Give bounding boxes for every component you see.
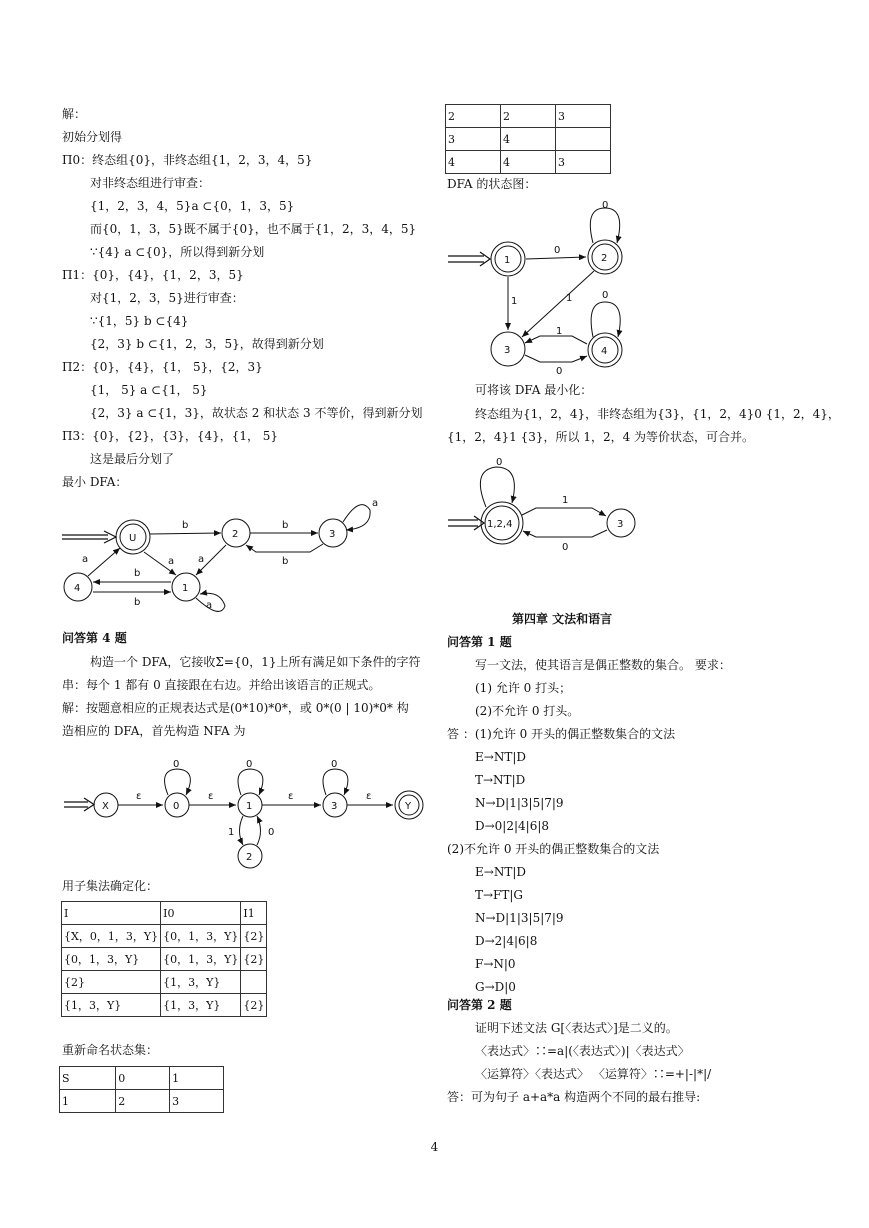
minimize-line: {1，2，4}1 {3}，所以 1，2，4 为等价状态，可合并。 <box>447 430 755 444</box>
table-cell: {1，3，Y} <box>161 994 241 1017</box>
svg-text:a: a <box>206 600 213 611</box>
state-2: 2 <box>232 529 239 540</box>
table-cell: 3 <box>446 128 501 151</box>
rename-table <box>59 1066 224 1113</box>
dfa-state-3: 3 <box>504 345 511 356</box>
svg-text:0: 0 <box>602 200 609 211</box>
solution-line: Π1：{0}，{4}，{1，2，3，5} <box>62 268 244 282</box>
solution-line: Π0：终态组{0}，非终态组{1，2，3，4，5} <box>62 153 313 167</box>
svg-text:0: 0 <box>602 290 609 301</box>
table-row <box>62 994 267 1017</box>
question-1-line: F→N|0 <box>475 957 516 971</box>
svg-text:0: 0 <box>268 827 275 838</box>
solution-line: 最小 DFA： <box>62 475 128 489</box>
svg-text:a: a <box>82 554 89 565</box>
minimize-line: 可将该 DFA 最小化： <box>475 383 593 397</box>
svg-text:0: 0 <box>556 366 563 377</box>
svg-text:0: 0 <box>554 245 561 256</box>
state-0: 0 <box>173 801 180 812</box>
min-dfa2-diagram <box>446 455 646 555</box>
state-2n: 2 <box>246 852 253 863</box>
solution-line: 解： <box>62 107 87 121</box>
question-1-line: T→NT|D <box>475 773 526 787</box>
svg-text:1: 1 <box>556 326 563 337</box>
state-Y: Y <box>405 801 412 812</box>
table-cell: 3 <box>556 151 611 174</box>
question-1-line: E→NT|D <box>475 865 526 879</box>
table-cell: S <box>60 1067 116 1090</box>
table-cell: 1 <box>170 1067 224 1090</box>
merged-state-3: 3 <box>617 519 624 530</box>
question-2-line: 〈表达式〉∷=a|(〈表达式〉)|〈表达式〉 <box>475 1044 690 1058</box>
table-row <box>446 105 611 128</box>
solution-line: ∵{1，5} b ⊂{4} <box>90 314 189 328</box>
state-1: 1 <box>182 583 189 594</box>
question-4-line: 解：按题意相应的正规表达式是(0*10)*0*，或 0*(0 | 10)*0* 构 <box>62 701 409 715</box>
question-1-line: N→D|1|3|5|7|9 <box>475 796 564 810</box>
table-cell: 4 <box>501 128 556 151</box>
svg-text:0: 0 <box>246 759 253 770</box>
state-1n: 1 <box>246 801 253 812</box>
solution-line: {1， 5} a ⊂{1， 5} <box>90 383 208 397</box>
svg-text:b: b <box>134 568 141 579</box>
svg-text:b: b <box>134 597 141 608</box>
table-row <box>62 925 267 948</box>
svg-text:ε: ε <box>288 791 294 802</box>
state-3: 3 <box>329 529 336 540</box>
svg-text:0: 0 <box>496 457 503 468</box>
table-row <box>446 128 611 151</box>
question-1-line: N→D|1|3|5|7|9 <box>475 911 564 925</box>
dfa-state-2: 2 <box>601 253 608 264</box>
table-row <box>60 1090 224 1113</box>
question-1-line: G→D|0 <box>475 980 516 994</box>
state-U: U <box>129 533 137 544</box>
svg-text:a: a <box>198 554 205 565</box>
page-number: 4 <box>430 1140 439 1154</box>
table-cell: I <box>62 902 161 925</box>
table-cell: {1，3，Y} <box>161 971 241 994</box>
question-1-line: (1) 允许 0 打头； <box>475 681 572 695</box>
solution-line: 而{0，1，3，5}既不属于{0}，也不属于{1，2，3，4，5} <box>90 222 417 236</box>
svg-text:1: 1 <box>562 495 569 506</box>
table-cell: {0，1，3，Y} <box>62 948 161 971</box>
table-cell: I0 <box>161 902 241 925</box>
table-cell: 0 <box>116 1067 170 1090</box>
table-cell: 2 <box>446 105 501 128</box>
question-2-line: 证明下述文法 G[〈表达式〉]是二义的。 <box>475 1021 678 1035</box>
table-row <box>62 902 267 925</box>
question-1-line: E→NT|D <box>475 750 526 764</box>
dfa-label: DFA 的状态图： <box>447 177 537 191</box>
solution-line: Π3：{0}，{2}，{3}，{4}，{1， 5} <box>62 429 279 443</box>
question-2-title: 问答第 2 题 <box>447 998 512 1012</box>
min-dfa-diagram <box>60 490 390 630</box>
svg-text:0: 0 <box>562 542 569 553</box>
table-row <box>62 948 267 971</box>
table-cell: 4 <box>501 151 556 174</box>
solution-line: {1，2，3，4，5}a ⊂{0，1，3，5} <box>90 199 295 213</box>
svg-text:0: 0 <box>331 759 338 770</box>
chapter-title: 第四章 文法和语言 <box>512 612 613 626</box>
state-X: X <box>102 801 109 812</box>
svg-text:1: 1 <box>566 293 573 304</box>
solution-line: 这是最后分划了 <box>90 452 175 466</box>
question-4-title: 问答第 4 题 <box>62 631 127 645</box>
solution-line: 对{1，2，3，5}进行审查： <box>90 291 244 305</box>
table-cell: 3 <box>556 105 611 128</box>
question-4-line: 串：每个 1 都有 0 直接跟在右边。并给出该语言的正规式。 <box>62 678 381 692</box>
question-1-line: 答 ：(1)允许 0 开头的偶正整数集合的文法 <box>447 727 676 741</box>
table-cell: {2} <box>241 925 267 948</box>
svg-text:ε: ε <box>208 791 214 802</box>
table-cell: {1，3，Y} <box>62 994 161 1017</box>
nfa-diagram <box>62 755 442 870</box>
state-4: 4 <box>74 583 81 594</box>
table-cell: {2} <box>62 971 161 994</box>
table-cell: {0，1，3，Y} <box>161 948 241 971</box>
svg-text:a: a <box>372 498 379 509</box>
question-2-line: 〈运算符〉〈表达式〉 〈运算符〉∷=+|-|*|/ <box>475 1067 712 1081</box>
question-1-line: 写一文法，使其语言是偶正整数的集合。 要求： <box>475 658 731 672</box>
table-cell: I1 <box>241 902 267 925</box>
solution-line: ∵{4} a ⊂{0}，所以得到新分划 <box>90 245 265 259</box>
svg-text:a: a <box>168 556 175 567</box>
minimize-line: 终态组为{1，2，4}，非终态组为{3}，{1，2，4}0 {1，2，4}， <box>475 407 840 421</box>
table-cell <box>556 128 611 151</box>
table-row <box>62 971 267 994</box>
subset-label: 用子集法确定化： <box>62 879 159 893</box>
merged-state-124: 1,2,4 <box>487 519 513 530</box>
rename-label: 重新命名状态集： <box>62 1043 159 1057</box>
svg-text:b: b <box>182 520 189 531</box>
table-cell: 2 <box>501 105 556 128</box>
table-cell: {2} <box>241 948 267 971</box>
table-cell: 2 <box>116 1090 170 1113</box>
dfa-transition-table <box>445 104 611 174</box>
solution-line: {2，3} b ⊂{1，2，3，5}，故得到新分划 <box>90 337 324 351</box>
subset-table <box>61 901 267 1017</box>
table-row <box>60 1067 224 1090</box>
dfa-state-4: 4 <box>601 346 608 357</box>
dfa-state-1: 1 <box>504 255 511 266</box>
svg-text:b: b <box>282 520 289 531</box>
question-1-line: T→FT|G <box>475 888 524 902</box>
svg-text:1: 1 <box>511 296 518 307</box>
question-1-line: D→0|2|4|6|8 <box>475 819 550 833</box>
question-1-title: 问答第 1 题 <box>447 635 512 649</box>
dfa-diagram <box>446 196 646 376</box>
question-1-line: D→2|4|6|8 <box>475 934 538 948</box>
table-cell: {0，1，3，Y} <box>161 925 241 948</box>
svg-text:b: b <box>282 556 289 567</box>
svg-text:0: 0 <box>173 759 180 770</box>
question-2-line: 答：可为句子 a+a*a 构造两个不同的最右推导: <box>447 1090 701 1104</box>
solution-line: 初始分划得 <box>62 130 123 144</box>
question-1-line: (2)不允许 0 打头。 <box>475 704 580 718</box>
question-4-line: 构造一个 DFA，它接收Σ={0，1}上所有满足如下条件的字符 <box>90 655 421 669</box>
table-cell: 3 <box>170 1090 224 1113</box>
table-cell: 4 <box>446 151 501 174</box>
solution-line: {2，3} a ⊂{1，3}，故状态 2 和状态 3 不等价，得到新分划 <box>90 406 423 420</box>
question-4-line: 造相应的 DFA，首先构造 NFA 为 <box>62 724 246 738</box>
table-cell: {X，0，1，3，Y} <box>62 925 161 948</box>
table-cell <box>241 971 267 994</box>
state-3n: 3 <box>331 801 338 812</box>
svg-text:ε: ε <box>136 791 142 802</box>
table-cell: 1 <box>60 1090 116 1113</box>
solution-line: Π2：{0}，{4}，{1， 5}，{2，3} <box>62 360 263 374</box>
svg-text:ε: ε <box>366 791 372 802</box>
question-1-line: (2)不允许 0 开头的偶正整数集合的文法 <box>447 842 660 856</box>
table-cell: {2} <box>241 994 267 1017</box>
svg-text:1: 1 <box>228 827 235 838</box>
table-row <box>446 151 611 174</box>
solution-line: 对非终态组进行审查： <box>90 176 211 190</box>
